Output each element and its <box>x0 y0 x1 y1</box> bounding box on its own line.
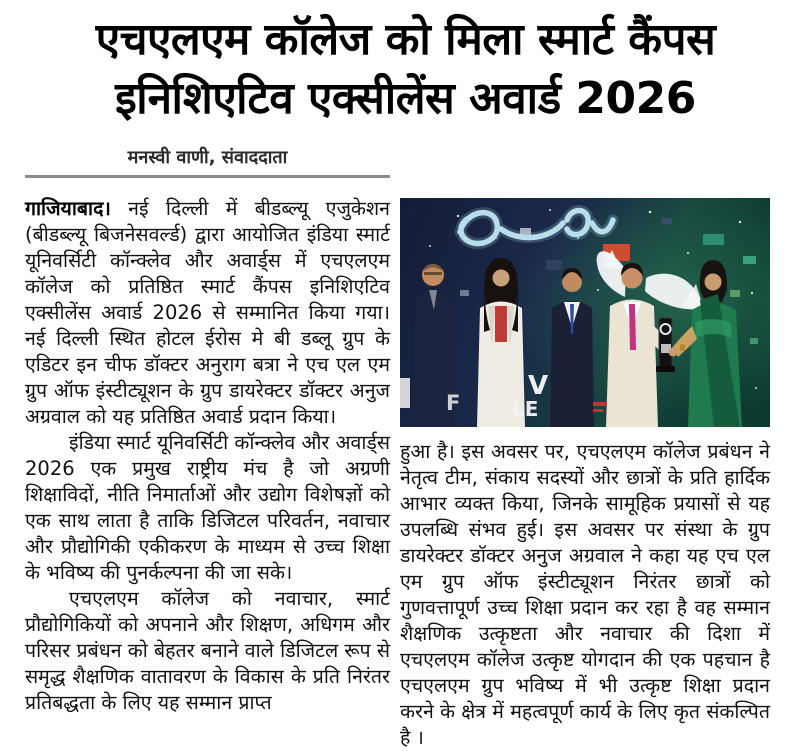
left-column <box>25 196 390 751</box>
paragraph-1-text: नई दिल्ली में बीडब्ल्यू एजुकेशन (बीडब्ल्यू बिजनेसवर्ल्ड) द्वारा आयोजित इंडिया स्मार्ट यूनिवर्सिटी कॉन्क्लेव और अवार्ड्स में एचएलएम कॉलेज को प्रतिष्ठित स्मार्ट कैंपस इनिशिएटिव एक्सीलेंस अवार्ड 2026 से सम्मानित किया गया। नई दिल्ली स्थित होटल ईरोस मे बी डब्लू ग्रुप के एडिटर इन चीफ डॉक्टर अनुराग बत्रा ने एच एल एम ग्रुप ऑफ इंस्टीट्यूशन के ग्रुप डायरेक्टर डॉक्टर अनुज अग्रवाल को यह प्रतिष्ठित अवार्ड प्रदान किया। <box>25 196 390 428</box>
paragraph-1 <box>25 196 390 430</box>
award-ceremony-photo <box>400 198 770 427</box>
signage-red-mark <box>593 402 607 406</box>
signage-letter-v: V <box>528 370 549 401</box>
signage-letters-le: LE <box>512 396 539 421</box>
article-columns <box>0 186 811 751</box>
dateline: गाजियाबाद। <box>25 196 111 220</box>
byline: मनस्वी वाणी, संवाददाता <box>127 146 288 168</box>
signage-letter-f: F <box>446 390 461 415</box>
byline-block <box>25 145 390 178</box>
award-ceremony-photo-graphic <box>400 198 770 427</box>
paragraph-2: इंडिया स्मार्ट यूनिवर्सिटी कॉन्क्लेव और अवार्ड्स 2026 एक प्रमुख राष्ट्रीय मंच है जो अग्रणी शिक्षाविदों, नीति निमार्ताओं और उद्योग विशेषज्ञों को एक साथ लाता है ताकि डिजिटल परिवर्तन, नवाचार और प्रौद्योगिकी एकीकरण के माध्यम से उच्च शिक्षा के भविष्य की पुनर्कल्पना की जा सके। <box>25 430 390 584</box>
signage-red-mark <box>593 409 603 412</box>
newspaper-clipping <box>0 10 811 749</box>
headline-line-1: एचएलएम कॉलेज को मिला स्मार्ट कैंपस <box>95 14 716 65</box>
paragraph-3-left-part: एचएलएम कॉलेज को नवाचार, स्मार्ट प्रौद्योगिकियों को अपनाने और शिक्षण, अधिगम और परिसर प्रबंधन को बेहतर बनाने वाले डिजिटल रूप से समृद्ध शैक्षणिक वातावरण के विकास के प्रति निरंतर प्रतिबद्धता के लिए यह सम्मान प्राप्त <box>25 586 390 714</box>
right-column-text <box>400 439 770 751</box>
headline-line-2: इनिशिएटिव एक्सीलेंस अवार्ड 2026 <box>115 73 696 125</box>
award-trophy <box>656 318 675 372</box>
byline-rule <box>25 175 390 178</box>
paragraph-3-right-part: हुआ है। इस अवसर पर, एचएलएम कॉलेज प्रबंधन ने नेतृत्व टीम, संकाय सदस्यों और छात्रों के प्रति हार्दिक आभार व्यक्त किया, जिनके सामूहिक प्रयासों से यह उपलब्धि संभव हुई। इस अवसर पर संस्था के ग्रुप डायरेक्टर डॉक्टर अनुज अग्रवाल ने कहा यह एच एल एम ग्रुप ऑफ इंस्टीट्यूशन निरंतर छात्रों को गुणवत्तापूर्ण उच्च शिक्षा प्रदान कर रहा है वह सम्मान शैक्षणिक उत्कृष्टता और नवाचार की दिशा में एचएलएम कॉलेज उत्कृष्ट योगदान की एक पहचान है एचएलएम ग्रुप भविष्य में भी उत्कृष्ट शिक्षा प्रदान करने के क्षेत्र में महत्वपूर्ण कार्य के लिए कृत संकल्पित है । <box>400 439 770 749</box>
right-column <box>400 196 770 751</box>
headline <box>20 10 791 129</box>
